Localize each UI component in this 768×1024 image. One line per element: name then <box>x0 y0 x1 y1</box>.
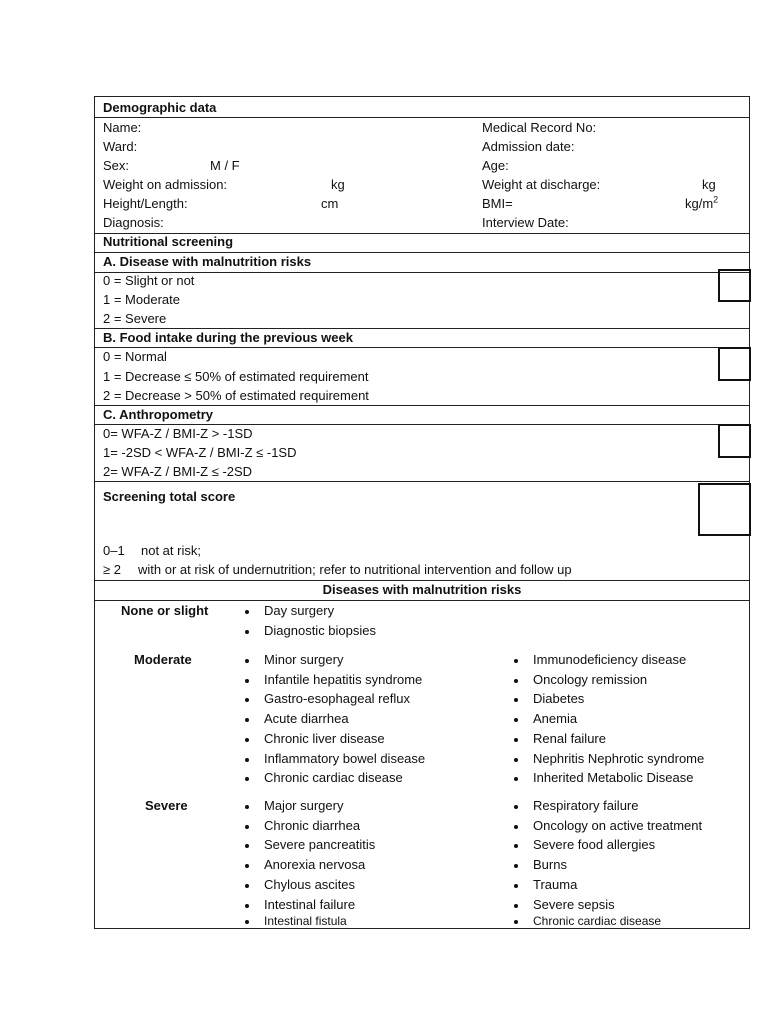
weight-discharge-unit: kg <box>702 177 716 192</box>
bullet-icon <box>514 738 518 742</box>
list-item: Intestinal failure <box>264 896 356 912</box>
section-a-score-box[interactable] <box>718 269 751 302</box>
screening-header: Nutritional screening <box>103 234 234 249</box>
bullet-icon <box>245 698 249 702</box>
bullet-icon <box>514 659 518 663</box>
section-b-score-box[interactable] <box>718 347 751 381</box>
section-c-option: 1= -2SD < WFA-Z / BMI-Z ≤ -1SD <box>103 445 297 460</box>
list-item: Oncology on active treatment <box>533 817 703 833</box>
divider <box>95 424 749 425</box>
list-item: Chronic liver disease <box>264 730 385 746</box>
weight-admission-unit: kg <box>331 177 345 192</box>
divider <box>95 328 749 329</box>
list-item: Gastro-esophageal reflux <box>264 691 410 707</box>
list-item: Chronic cardiac disease <box>264 770 403 786</box>
section-c-score-box[interactable] <box>718 424 751 458</box>
list-item: Chronic cardiac disease <box>533 914 662 929</box>
section-b-option: 1 = Decrease ≤ 50% of estimated requirement <box>103 369 369 384</box>
demographic-header: Demographic data <box>103 100 217 115</box>
divider <box>95 481 749 482</box>
section-b-option: 0 = Normal <box>103 349 167 364</box>
list-item: Inflammatory bowel disease <box>264 750 426 766</box>
list-item: Infantile hepatitis syndrome <box>264 671 423 687</box>
bullet-icon <box>245 864 249 868</box>
total-score-box[interactable] <box>698 483 751 536</box>
medical-record-label: Medical Record No: <box>482 120 597 135</box>
bullet-icon <box>514 864 518 868</box>
section-a-option: 1 = Moderate <box>103 292 180 307</box>
score-range-desc: with or at risk of undernutrition; refer to nutritional intervention and follow up <box>138 562 572 577</box>
none-or-slight-label: None or slight <box>121 603 209 618</box>
list-item: Renal failure <box>533 730 606 746</box>
list-item: Nephritis Nephrotic syndrome <box>533 750 705 766</box>
divider <box>95 347 749 348</box>
bullet-icon <box>245 718 249 722</box>
bullet-icon <box>514 698 518 702</box>
bullet-icon <box>245 777 249 781</box>
bullet-icon <box>514 844 518 848</box>
list-item: Immunodeficiency disease <box>533 652 687 667</box>
diagnosis-label: Diagnosis: <box>103 215 164 230</box>
score-range-label: 0–1 <box>103 543 125 558</box>
list-item: Diabetes <box>533 691 585 707</box>
divider <box>95 117 749 118</box>
weight-discharge-label: Weight at discharge: <box>482 177 601 192</box>
list-item: Major surgery <box>264 798 344 813</box>
list-item: Intestinal fistula <box>264 914 347 929</box>
bullet-icon <box>245 805 249 809</box>
list-item: Respiratory failure <box>533 798 639 813</box>
list-item: Severe pancreatitis <box>264 837 376 853</box>
bmi-label: BMI= <box>482 196 513 211</box>
bullet-icon <box>514 884 518 888</box>
bullet-icon <box>245 884 249 888</box>
list-item: Trauma <box>533 876 578 892</box>
list-item: Minor surgery <box>264 652 344 667</box>
list-item: Diagnostic biopsies <box>264 623 377 638</box>
height-label: Height/Length: <box>103 196 188 211</box>
bullet-icon <box>514 920 518 924</box>
list-item: Day surgery <box>264 603 335 618</box>
total-score-header: Screening total score <box>103 489 236 504</box>
list-item: Severe sepsis <box>533 896 615 912</box>
section-b-option: 2 = Decrease > 50% of estimated requirement <box>103 388 369 403</box>
height-unit: cm <box>321 196 339 211</box>
list-item: Burns <box>533 857 567 873</box>
bullet-icon <box>514 758 518 762</box>
bullet-icon <box>245 610 249 614</box>
list-item: Anemia <box>533 711 578 727</box>
diseases-header: Diseases with malnutrition risks <box>322 582 522 597</box>
section-a-option: 0 = Slight or not <box>103 273 195 288</box>
bullet-icon <box>245 920 249 924</box>
divider <box>95 405 749 406</box>
bullet-icon <box>245 738 249 742</box>
bullet-icon <box>514 777 518 781</box>
divider <box>95 580 749 581</box>
section-c-header: C. Anthropometry <box>103 407 214 422</box>
list-item: Chylous ascites <box>264 876 356 892</box>
list-item: Acute diarrhea <box>264 711 349 727</box>
score-range-label: ≥ 2 <box>103 562 121 577</box>
section-b-header: B. Food intake during the previous week <box>103 330 353 345</box>
bmi-unit: $kg/m^2$ <box>685 194 719 211</box>
bullet-icon <box>245 758 249 762</box>
bullet-icon <box>245 904 249 908</box>
bullet-icon <box>514 805 518 809</box>
list-item: Anorexia nervosa <box>264 857 366 873</box>
sex-options: M / F <box>210 158 240 173</box>
bullet-icon <box>245 844 249 848</box>
list-item: Oncology remission <box>533 671 648 687</box>
bullet-icon <box>245 659 249 663</box>
age-label: Age: <box>482 158 509 173</box>
weight-admission-label: Weight on admission: <box>103 177 228 192</box>
section-c-option: 0= WFA-Z / BMI-Z > -1SD <box>103 426 253 441</box>
list-item: Severe food allergies <box>533 837 656 853</box>
bullet-icon <box>514 904 518 908</box>
divider <box>95 252 749 253</box>
list-item: Chronic diarrhea <box>264 817 361 833</box>
interview-date-label: Interview Date: <box>482 215 569 230</box>
admission-date-label: Admission date: <box>482 139 575 154</box>
name-label: Name: <box>103 120 142 135</box>
section-c-option: 2= WFA-Z / BMI-Z ≤ -2SD <box>103 464 253 479</box>
bullet-icon <box>245 679 249 683</box>
divider <box>95 600 749 601</box>
section-a-header: A. Disease with malnutrition risks <box>103 254 312 269</box>
section-a-option: 2 = Severe <box>103 311 167 326</box>
bullet-icon <box>245 630 249 634</box>
sex-label: Sex: <box>103 158 130 173</box>
score-range-desc: not at risk; <box>141 543 201 558</box>
ward-label: Ward: <box>103 139 138 154</box>
bullet-icon <box>514 679 518 683</box>
bullet-icon <box>514 825 518 829</box>
moderate-label: Moderate <box>134 652 192 667</box>
nutrition-screening-form <box>94 96 750 929</box>
bullet-icon <box>514 718 518 722</box>
list-item: Inherited Metabolic Disease <box>533 770 694 786</box>
severe-label: Severe <box>145 798 188 813</box>
bullet-icon <box>245 825 249 829</box>
